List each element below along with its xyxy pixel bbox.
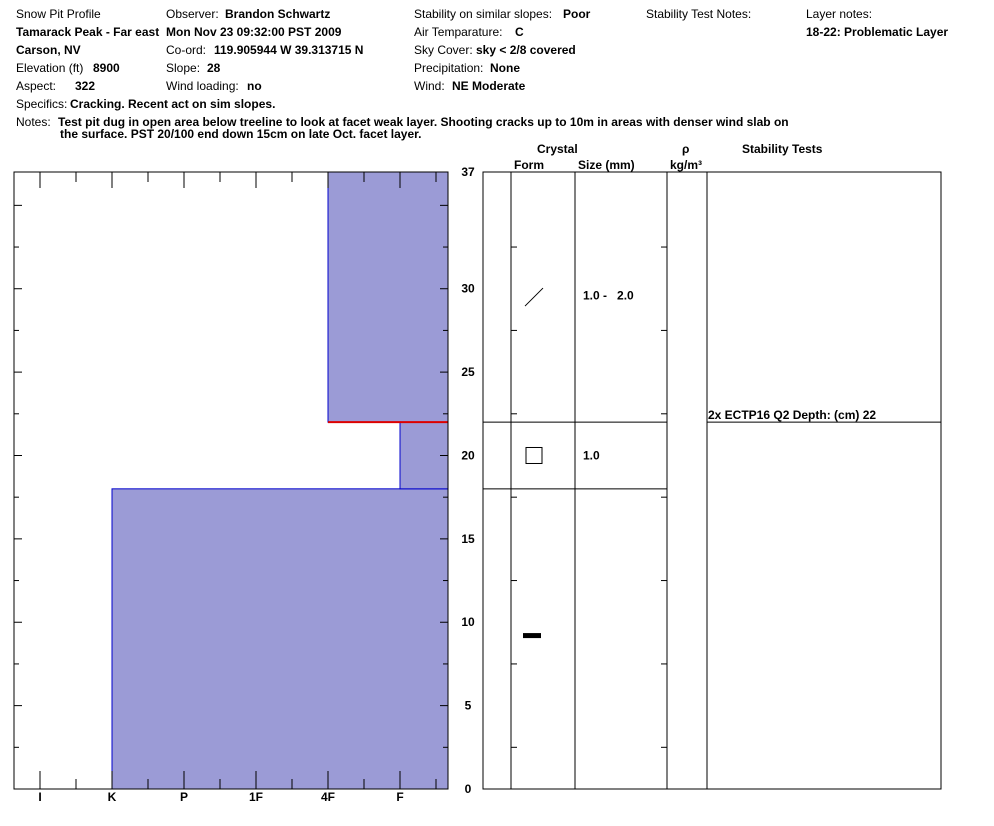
stability-test-label-0: 2x ECTP16 Q2 Depth: (cm) 22: [708, 408, 877, 423]
aspect-label: Aspect:: [16, 79, 57, 93]
x-tick-label-K: K: [107, 790, 117, 804]
stability-notes-label: Stability Test Notes:: [646, 7, 752, 21]
layer-table-frame: [483, 172, 941, 789]
decomposing-slash-icon: [525, 288, 543, 306]
coord-value: 119.905944 W 39.313715 N: [214, 43, 364, 57]
precip-value: None: [490, 61, 520, 75]
x-tick-label-4F: 4F: [320, 790, 336, 804]
x-tick-label-P: P: [179, 790, 189, 804]
specifics-label: Specifics:: [16, 97, 68, 111]
y-tick-label-10: 10: [461, 615, 475, 630]
y-tick-label-30: 30: [461, 281, 475, 296]
wind-loading-label: Wind loading:: [166, 79, 239, 93]
x-tick-label-I: I: [38, 790, 42, 804]
air-temp-label: Air Temparature:: [414, 25, 503, 39]
layer-bar-2: [328, 172, 448, 422]
rho-header: ρ: [682, 142, 690, 156]
observer-label: Observer:: [166, 7, 219, 21]
notes-label: Notes:: [16, 115, 51, 129]
wind-loading-value: no: [247, 79, 262, 93]
size-header: Size (mm): [578, 158, 635, 172]
precip-label: Precipitation:: [414, 61, 484, 75]
notes-line-2: the surface. PST 20/100 end down 15cm on late Oct. facet layer.: [60, 127, 422, 141]
notes-line-1: Test pit dug in open area below treeline to look at facet weak layer. Shooting cracks up to 10m in areas with denser wind slab on: [58, 115, 789, 129]
y-tick-label-5: 5: [464, 698, 472, 713]
x-tick-label-F: F: [396, 790, 404, 804]
y-tick-label-37: 37: [461, 165, 475, 179]
coord-label: Co-ord:: [166, 43, 207, 57]
region-name: Carson, NV: [16, 43, 81, 57]
slope-label: Slope:: [166, 61, 201, 75]
layer-notes-value: 18-22: Problematic Layer: [806, 25, 949, 39]
slope-value: 28: [207, 61, 221, 75]
elevation-label: Elevation (ft): [16, 61, 84, 75]
crystal-header: Crystal: [537, 142, 578, 156]
stability-label: Stability on similar slopes:: [414, 7, 553, 21]
form-header: Form: [514, 158, 544, 172]
air-temp-value: C: [515, 25, 524, 39]
y-tick-label-0: 0: [464, 782, 472, 796]
crust-icon: [523, 633, 541, 638]
elevation-value: 8900: [93, 61, 120, 75]
wind-label: Wind:: [414, 79, 445, 93]
y-tick-label-15: 15: [461, 531, 475, 546]
grain-size-label-2: 1.0 - 2.0: [583, 288, 634, 303]
stability-tests-header: Stability Tests: [742, 142, 823, 156]
layer-bar-0: [112, 489, 448, 789]
profile-title: Snow Pit Profile: [16, 7, 101, 21]
faceted-square-icon: [526, 447, 542, 463]
sky-value: sky < 2/8 covered: [476, 43, 576, 57]
observation-datetime: Mon Nov 23 09:32:00 PST 2009: [166, 25, 342, 39]
wind-value: NE Moderate: [452, 79, 526, 93]
aspect-value: 322: [75, 79, 96, 93]
y-tick-label-20: 20: [461, 448, 475, 463]
observer-value: Brandon Schwartz: [225, 7, 331, 21]
density-unit-header: kg/m³: [670, 158, 703, 172]
stability-value: Poor: [563, 7, 591, 21]
y-tick-label-25: 25: [461, 365, 475, 380]
sky-label: Sky Cover:: [414, 43, 473, 57]
grain-size-label-1: 1.0: [583, 448, 600, 463]
location-name: Tamarack Peak - Far east: [16, 25, 160, 39]
layer-notes-label: Layer notes:: [806, 7, 873, 21]
specifics-value: Cracking. Recent act on sim slopes.: [70, 97, 276, 111]
x-tick-label-1F: 1F: [248, 790, 264, 804]
